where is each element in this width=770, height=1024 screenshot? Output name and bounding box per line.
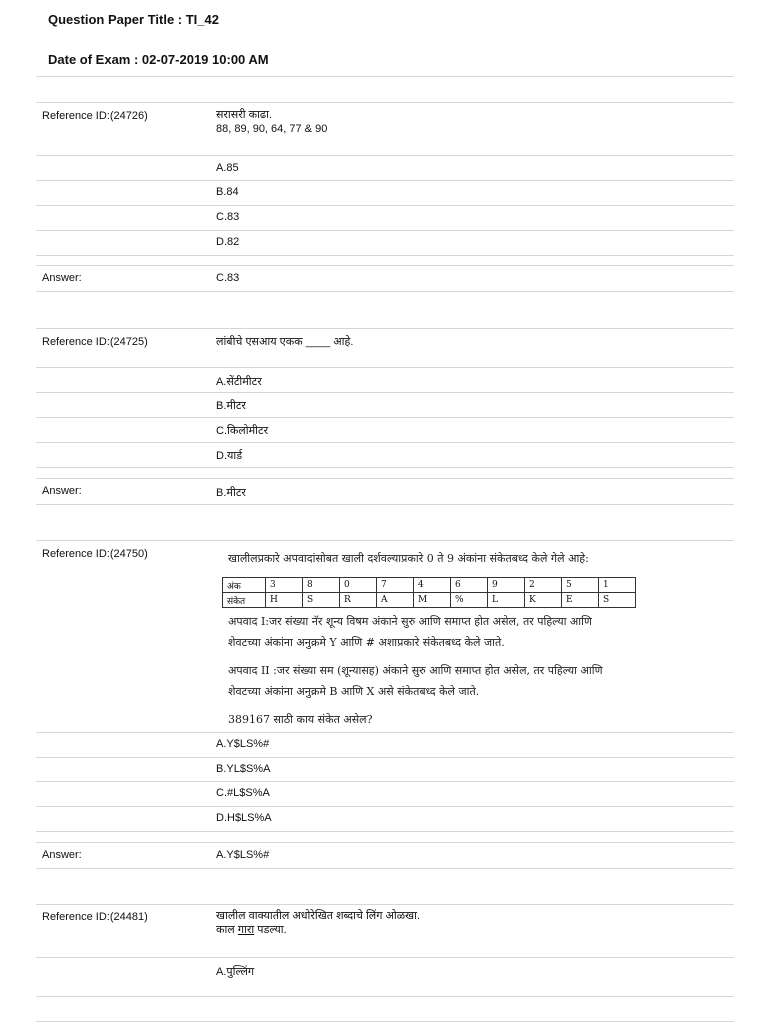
- option-c: C.#L$S%A: [216, 787, 270, 799]
- text-span: काल: [216, 924, 238, 936]
- question-ask: 389167 साठी काय संकेत असेल?: [228, 713, 373, 726]
- option-d: D.H$LS%A: [216, 812, 272, 824]
- rule-text: अपवाद I:जर संख्या नॅर शून्य विषम अंकाने सुरु आणि समाप्त होत असेल, तर पहिल्या आणि: [228, 615, 592, 628]
- answer-label: Answer:: [42, 272, 82, 284]
- divider: [36, 102, 734, 103]
- answer-value: C.83: [216, 272, 240, 284]
- table-cell: A: [377, 593, 414, 608]
- table-cell: 6: [451, 578, 488, 593]
- table-cell: 4: [414, 578, 451, 593]
- table-cell: %: [451, 593, 488, 608]
- rule-text: अपवाद II :जर संख्या सम (शून्यासह) अंकाने सुरु आणि समाप्त होत असेल, तर पहिल्या आणि: [228, 664, 603, 677]
- divider: [36, 155, 734, 156]
- reference-id: Reference ID:(24481): [42, 911, 148, 923]
- table-cell: 0: [340, 578, 377, 593]
- question-text: [216, 909, 420, 937]
- table-cell: 7: [377, 578, 414, 593]
- divider: [36, 265, 734, 266]
- option-b: B.YL$S%A: [216, 763, 271, 775]
- question-line: सरासरी काढा.: [216, 109, 273, 121]
- table-cell: 8: [303, 578, 340, 593]
- table-cell: 2: [525, 578, 562, 593]
- divider: [36, 467, 734, 468]
- divider: [36, 904, 734, 905]
- rule-text: शेवटच्या अंकांना अनुक्रमे B आणि X असे संकेतबध्द केले जाते.: [228, 685, 480, 698]
- option-a: A.85: [216, 162, 239, 174]
- table-cell: H: [266, 593, 303, 608]
- text-span: पडल्या.: [254, 924, 287, 936]
- rule-text: शेवटच्या अंकांना अनुक्रमे Y आणि # अशाप्रकारे संकेतबध्द केले जाते.: [228, 636, 505, 649]
- table-cell: L: [488, 593, 525, 608]
- divider: [36, 842, 734, 843]
- table-cell: 9: [488, 578, 525, 593]
- option-a: A.पुल्लिंग: [216, 966, 255, 978]
- digit-code-table: [222, 577, 636, 608]
- table-cell: S: [599, 593, 636, 608]
- divider: [36, 868, 734, 869]
- option-a: A.सेंटीमीटर: [216, 376, 262, 388]
- divider: [36, 205, 734, 206]
- question-line: [216, 923, 420, 937]
- answer-label: Answer:: [42, 485, 82, 497]
- divider: [36, 1021, 734, 1022]
- option-d: D.82: [216, 236, 240, 248]
- answer-value: A.Y$LS%#: [216, 849, 270, 861]
- paper-title: Question Paper Title : TI_42: [48, 12, 219, 27]
- divider: [36, 367, 734, 368]
- table-row: [223, 578, 636, 593]
- table-row: [223, 593, 636, 608]
- divider: [36, 255, 734, 256]
- exam-date: Date of Exam : 02-07-2019 10:00 AM: [48, 52, 269, 67]
- table-cell: E: [562, 593, 599, 608]
- divider: [36, 180, 734, 181]
- table-cell: K: [525, 593, 562, 608]
- divider: [36, 392, 734, 393]
- answer-label: Answer:: [42, 849, 82, 861]
- question-text: लांबीचे एसआय एकक ____ आहे.: [216, 336, 354, 348]
- option-c: C.83: [216, 211, 240, 223]
- option-c: C.किलोमीटर: [216, 425, 269, 437]
- divider: [36, 328, 734, 329]
- question-line: 88, 89, 90, 64, 77 & 90: [216, 123, 328, 135]
- divider: [36, 957, 734, 958]
- option-d: D.यार्ड: [216, 450, 243, 462]
- option-b: B.मीटर: [216, 400, 246, 412]
- divider: [36, 757, 734, 758]
- divider: [36, 540, 734, 541]
- table-cell: S: [303, 593, 340, 608]
- divider: [36, 504, 734, 505]
- divider: [36, 781, 734, 782]
- underlined-word: गारा: [237, 924, 255, 936]
- question-text: [216, 108, 327, 136]
- reference-id: Reference ID:(24750): [42, 548, 148, 560]
- table-cell: संकेत: [223, 593, 266, 608]
- table-cell: अंक: [223, 578, 266, 593]
- table-cell: R: [340, 593, 377, 608]
- answer-value: B.मीटर: [216, 487, 246, 499]
- option-a: A.Y$LS%#: [216, 738, 270, 750]
- divider: [36, 291, 734, 292]
- question-line: खालील वाक्यातील अधोरेखित शब्दाचे लिंग ओळखा.: [216, 910, 421, 922]
- table-cell: 1: [599, 578, 636, 593]
- divider: [36, 996, 734, 997]
- divider: [36, 230, 734, 231]
- reference-id: Reference ID:(24726): [42, 110, 148, 122]
- question-intro: खालीलप्रकारे अपवादांसोबत खाली दर्शवल्याप्रकारे 0 ते 9 अंकांना संकेतबध्द केले गेले आहे:: [228, 552, 589, 565]
- table-cell: 5: [562, 578, 599, 593]
- divider: [36, 732, 734, 733]
- divider: [36, 478, 734, 479]
- table-cell: M: [414, 593, 451, 608]
- divider: [36, 442, 734, 443]
- option-b: B.84: [216, 186, 239, 198]
- reference-id: Reference ID:(24725): [42, 336, 148, 348]
- divider: [36, 76, 734, 77]
- divider: [36, 806, 734, 807]
- divider: [36, 831, 734, 832]
- table-cell: 3: [266, 578, 303, 593]
- divider: [36, 417, 734, 418]
